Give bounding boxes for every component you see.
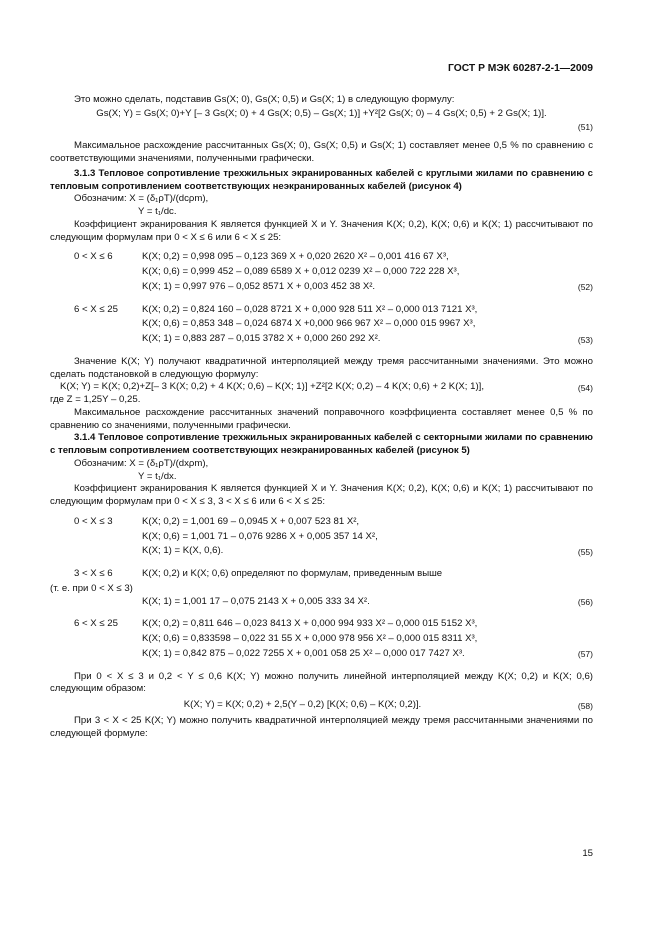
notation-y-314: Y = t₁/dx.: [138, 470, 177, 482]
formula-line: K(X; 1) = 0,997 976 – 0,052 8571 X + 0,003 452 38 X².: [142, 280, 376, 292]
formula-number-56: (56): [577, 597, 593, 608]
formula-number-51: (51): [577, 122, 593, 133]
formula-line: K(X; 0,6) = 1,001 71 – 0,076 9286 X + 0,005 357 14 X²,: [142, 530, 378, 542]
formula-group-note: (т. е. при 0 < X ≤ 3): [50, 582, 133, 594]
formula-line: K(X; 0,6) = 0,853 348 – 0,024 6874 X +0,000 966 967 X² – 0,000 015 9967 X³,: [142, 318, 476, 330]
page-number: 15: [582, 848, 593, 859]
formula-line: K(X; 0,2) = 0,998 095 – 0,123 369 X + 0,020 2620 X² – 0,001 416 67 X³,: [142, 251, 449, 263]
formula-group-56: [50, 568, 593, 583]
formula-number-52: (52): [577, 282, 593, 293]
formula-number-55: (55): [577, 546, 593, 557]
notation-y-313: Y = t₁/dc.: [138, 206, 177, 218]
formula-group-57: [50, 618, 593, 660]
formula-line: K(X; 1) = 0,883 287 – 0,015 3782 X + 0,000 260 292 X².: [142, 333, 381, 345]
notation-x-314: Обозначим: X = (δ₁ρT)/(dxρm),: [74, 457, 209, 469]
formula-number-54: (54): [577, 382, 593, 393]
formula-line: K(X; 0,2) = 0,824 160 – 0,028 8721 X + 0,000 928 511 X² – 0,000 013 7121 X³,: [142, 303, 478, 315]
condition-label: 0 < X ≤ 6: [74, 251, 113, 263]
formula-number-57: (57): [577, 649, 593, 660]
intro-text: Это можно сделать, подставив Gs(X; 0), Gs(X; 0,5) и Gs(X; 1) в следующую формулу:: [74, 93, 455, 105]
formula-58: K(X; Y) = K(X; 0,2) + 2,5(Y – 0,2) [K(X; 0,6) – K(X; 0,2)].: [183, 699, 422, 711]
formula-line: K(X; 1) = 0,842 875 – 0,022 7255 X + 0,001 058 25 X² – 0,000 017 7427 X³.: [142, 647, 465, 659]
formula-51: Gs(X; Y) = Gs(X; 0)+Y [– 3 Gs(X; 0) + 4 Gs(X; 0,5) – Gs(X; 1)] +Y²[2 Gs(X; 0) – 4 Gs(X; 0,5) + 2 Gs(X; 1)].: [96, 108, 547, 120]
formula-line: K(X; 1) = 1,001 17 – 0,075 2143 X + 0,005 333 34 X².: [142, 595, 370, 607]
quadratic-interpolation-text: При 3 < X < 25 K(X; Y) можно получить квадратичной интерполяцией между тремя рассчитанными значениями по следующей формуле:: [50, 714, 593, 739]
formula-line: K(X; 0,2) = 0,811 646 – 0,023 8413 X + 0,000 994 933 X² – 0,000 015 5152 X³,: [142, 618, 478, 630]
formula-number-58: (58): [577, 700, 593, 711]
condition-label: 6 < X ≤ 25: [74, 303, 118, 315]
section-3-1-3-title: 3.1.3 Тепловое сопротивление трехжильных экранированных кабелей с круглыми жилами по сравнению с тепловым сопротивлением соответствующих неэкранированных кабелей (рисунок 4): [50, 167, 593, 192]
coefficient-text-313: Коэффициент экранирования K является функцией X и Y. Значения K(X; 0,2), K(X; 0,6) и K(X; 1) рассчитывают по следующим формулам при 0 < X ≤ 6 или 6 < X ≤ 25:: [50, 218, 593, 243]
formula-group-52: [50, 251, 593, 293]
notation-x-313: Обозначим: X = (δ₁ρT)/(dcρm),: [74, 193, 209, 205]
where-z-text: где Z = 1,25Y – 0,25.: [50, 394, 141, 406]
formula-line: K(X; 0,2) = 1,001 69 – 0,0945 X + 0,007 523 81 X²,: [142, 515, 360, 527]
formula-group-text: K(X; 0,2) и K(X; 0,6) определяют по формулам, приведенным выше: [142, 568, 443, 580]
formula-group-55: [50, 516, 593, 558]
section-3-1-4-title: 3.1.4 Тепловое сопротивление трехжильных экранированных кабелей с секторными жилами по сравнению с тепловым сопротивлением соответствующих неэкранированных кабелей (рисунок 5): [50, 432, 593, 457]
linear-interpolation-text: При 0 < X ≤ 3 и 0,2 < Y ≤ 0,6 K(X; Y) можно получить линейной интерполяцией между K(X; 0,2) и K(X; 0,6) следующим образом:: [50, 670, 594, 695]
formula-line: K(X; 0,6) = 0,999 452 – 0,089 6589 X + 0,012 0239 X² – 0,000 722 228 X³,: [142, 266, 460, 278]
formula-54: K(X; Y) = K(X; 0,2)+Z[– 3 K(X; 0,2) + 4 K(X; 0,6) – K(X; 1)] +Z²[2 K(X; 0,2) – 4 K(X; 0,6) + 2 K(X; 1)],: [60, 381, 484, 393]
formula-number-53: (53): [577, 334, 593, 345]
condition-label: 0 < X ≤ 3: [74, 515, 113, 527]
formula-line: K(X; 1) = K(X, 0,6).: [142, 545, 224, 557]
condition-label: 3 < X ≤ 6: [74, 568, 113, 580]
interpolation-text-313: Значение K(X; Y) получают квадратичной интерполяцией между тремя рассчитанными значениями. Это можно сделать подстановкой в следующую формулу:: [50, 355, 593, 380]
formula-group-53: [50, 304, 593, 346]
condition-label: 6 < X ≤ 25: [74, 618, 118, 630]
max-deviation-text-2: Максимальное расхождение рассчитанных значений поправочного коэффициента составляет менее 0,5 % по сравнению со значениями, полученными графически.: [50, 406, 593, 431]
max-deviation-text-1: Максимальное расхождение рассчитанных Gs(X; 0), Gs(X; 0,5) и Gs(X; 1) составляет менее 0,5 % по сравнению с соответствующими значениями, полученными графически.: [50, 140, 593, 165]
coefficient-text-314: Коэффициент экранирования K является функцией X и Y. Значения K(X; 0,2), K(X; 0,6) и K(X; 1) рассчитывают по следующим формулам при 0 < X ≤ 3, 3 < X ≤ 6 или 6 < X ≤ 25:: [50, 483, 593, 508]
standard-header: ГОСТ Р МЭК 60287-2-1—2009: [448, 63, 593, 74]
formula-line: K(X; 0,6) = 0,833598 – 0,022 31 55 X + 0,000 978 956 X² – 0,000 015 8311 X³,: [142, 633, 478, 645]
